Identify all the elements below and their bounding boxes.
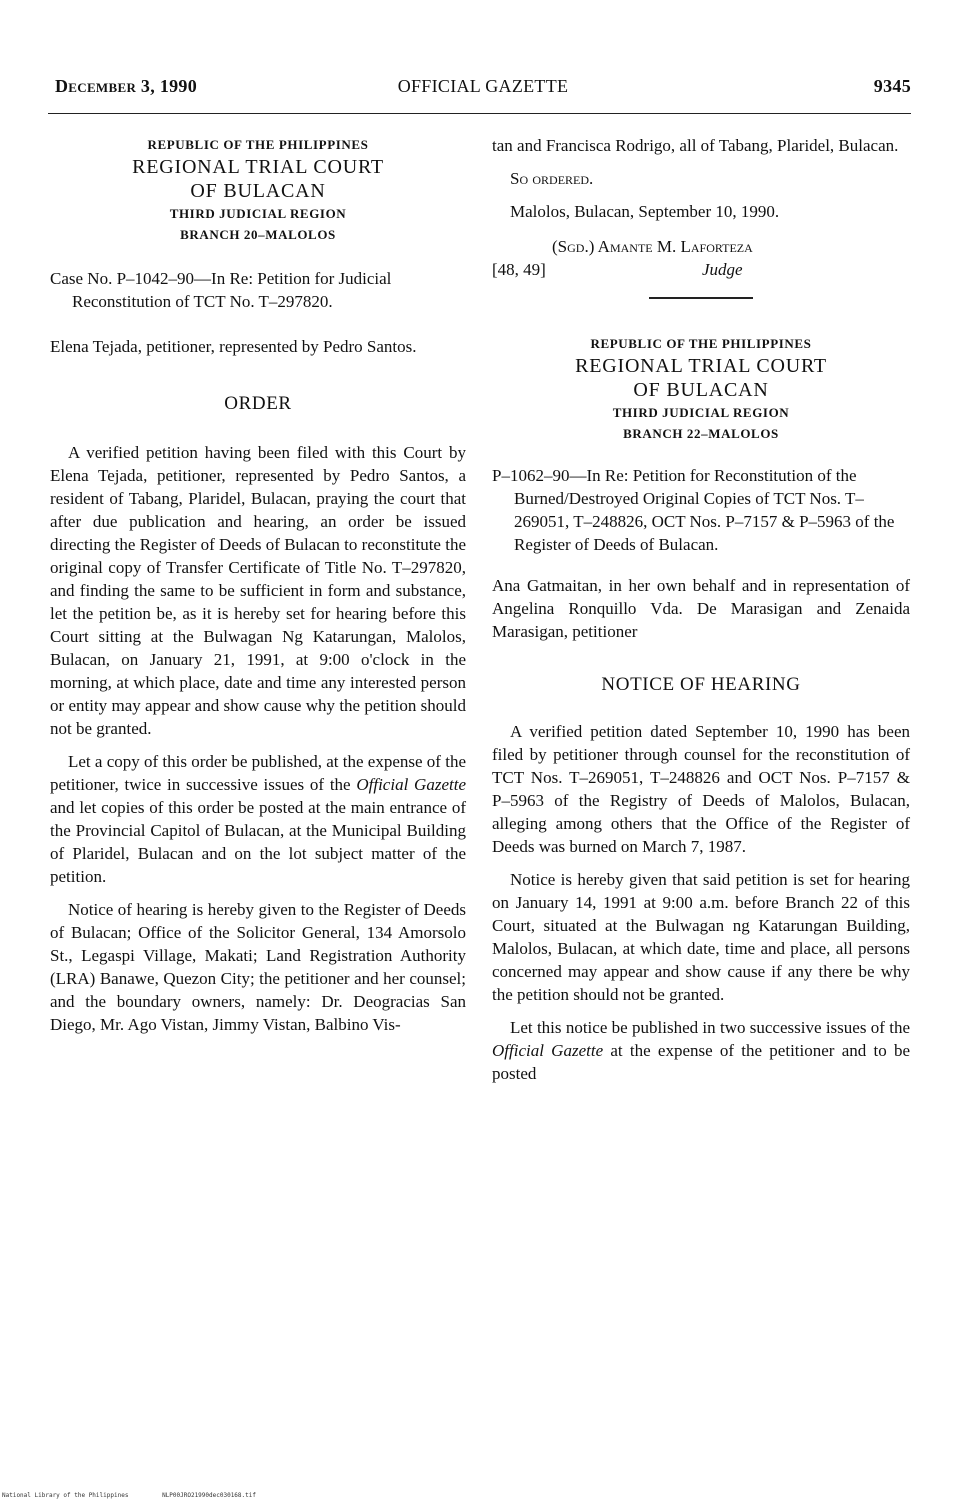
left-parties: Elena Tejada, petitioner, represented by Pedro Santos. [50, 337, 417, 356]
left-case-title: Case No. P–1042–90—In Re: Petition for Judicial Reconstitution of TCT No. T–297820. [50, 269, 392, 311]
signature-block [492, 235, 910, 281]
header-date: December 3, 1990 [55, 76, 198, 96]
left-column [50, 134, 466, 1036]
right-column [492, 134, 910, 1085]
footer-library: National Library of the Philippines [2, 1492, 129, 1499]
right-province: OF BULACAN [633, 379, 769, 401]
footer-file: NLP00JRO21990dec030168.tif [162, 1492, 256, 1499]
left-court: REGIONAL TRIAL COURT [132, 156, 384, 178]
right-notice-paragraph-3 [492, 1016, 910, 1085]
signature-name: (Sgd.) Amante M. Laforteza [552, 237, 753, 256]
header-title: OFFICIAL GAZETTE [397, 76, 569, 96]
left-region: THIRD JUDICIAL REGION [169, 206, 347, 221]
right-p3-text-b: at the expense of the petitioner and to be posted [492, 1041, 910, 1083]
right-court: REGIONAL TRIAL COURT [575, 355, 827, 377]
left-p2-text-b: and let copies of this order be posted at the main entrance of the Provincial Capitol of Bulacan, at the Municipal Building of Plaridel, Bulacan and on the lot subject matter of the petition. [50, 798, 466, 886]
left-branch: BRANCH 20–MALOLOS [180, 227, 336, 242]
left-p2-text-a: Let a copy of this order be published, at the expense of the petitioner, twice in successive issues of the [50, 752, 466, 794]
left-province: OF BULACAN [190, 180, 326, 202]
right-parties: Ana Gatmaitan, in her own behalf and in representation of Angelina Ronquillo Vda. De Marasigan and Zenaida Marasigan, petitioner [492, 576, 910, 641]
signature-ref: [48, 49] [492, 260, 546, 279]
right-p3-text-a: Let this notice be published in two successive issues of the [510, 1018, 910, 1037]
right-so-ordered: So ordered. [510, 169, 594, 188]
header-rule [48, 113, 911, 114]
left-republic: REPUBLIC OF THE PHILIPPINES [147, 137, 369, 152]
section-divider [649, 297, 753, 299]
right-place-date: Malolos, Bulacan, September 10, 1990. [510, 202, 780, 221]
right-republic: REPUBLIC OF THE PHILIPPINES [590, 336, 812, 351]
right-region: THIRD JUDICIAL REGION [612, 405, 790, 420]
left-order-paragraph-1: A verified petition having been filed with this Court by Elena Tejada, petitioner, represented by Pedro Santos, a resident of Tabang, Plaridel, Bulacan, praying the court that after due publication and hearing, an order be issued directing the Register of Deeds of Bulacan to reconstitute the original copy of Transfer Certificate of Title No. T–297820, and finding the same to be sufficient in form and substance, let the petition be, as it is hereby set for hearing before this Court sitting at the Bulwagan Ng Katarungan, Malolos, Bulacan, on January 21, 1991, at 9:00 o'clock in the morning, at which place, date and time any interested person or entity may appear and show cause why the petition should not be granted. [50, 443, 466, 738]
header-page-number: 9345 [873, 76, 911, 96]
scan-footer [2, 1492, 286, 1499]
right-continuation: tan and Francisca Rodrigo, all of Tabang, Plaridel, Bulacan. [492, 136, 899, 155]
page-header [55, 76, 911, 104]
right-notice-paragraph-1: A verified petition dated September 10, 1990 has been filed by petitioner through counsel for the reconstitution of TCT Nos. T–269051, T–248826 and OCT Nos. P–7157 & P–5963 of the Registry of Deeds of Malolos, Bulacan, alleging among others that the Office of the Register of Deeds was burned on March 7, 1987. [492, 722, 910, 856]
left-p2-italic: Official Gazette [356, 775, 466, 794]
signature-title: Judge [702, 260, 743, 279]
right-branch: BRANCH 22–MALOLOS [623, 426, 779, 441]
right-notice-paragraph-2: Notice is hereby given that said petition is set for hearing on January 14, 1991 at 9:00 a.m. before Branch 22 of this Court, situated at the Bulwagan ng Katarungan Building, Malolos, Bulacan, at which date, time and place, all persons concerned may appear and show cause if any there be why the petition should not be granted. [492, 870, 910, 1004]
left-order-paragraph-2 [50, 750, 466, 888]
right-notice-heading: NOTICE OF HEARING [601, 674, 801, 695]
left-order-heading: ORDER [224, 393, 292, 414]
left-order-paragraph-3: Notice of hearing is hereby given to the Register of Deeds of Bulacan; Office of the Solicitor General, 134 Amorsolo St., Legaspi Village, Makati; Land Registration Authority (LRA) Banawe, Quezon City; the petitioner and her counsel; and the boundary owners, namely: Dr. Deogracias San Diego, Mr. Ago Vistan, Jimmy Vistan, Balbino Vis- [50, 900, 466, 1034]
right-case-title: P–1062–90—In Re: Petition for Reconstitution of the Burned/Destroyed Original Copies of TCT Nos. T–269051, T–248826, OCT Nos. P–7157 & P–5963 of the Register of Deeds of Bulacan. [492, 466, 895, 554]
right-p3-italic: Official Gazette [492, 1041, 604, 1060]
